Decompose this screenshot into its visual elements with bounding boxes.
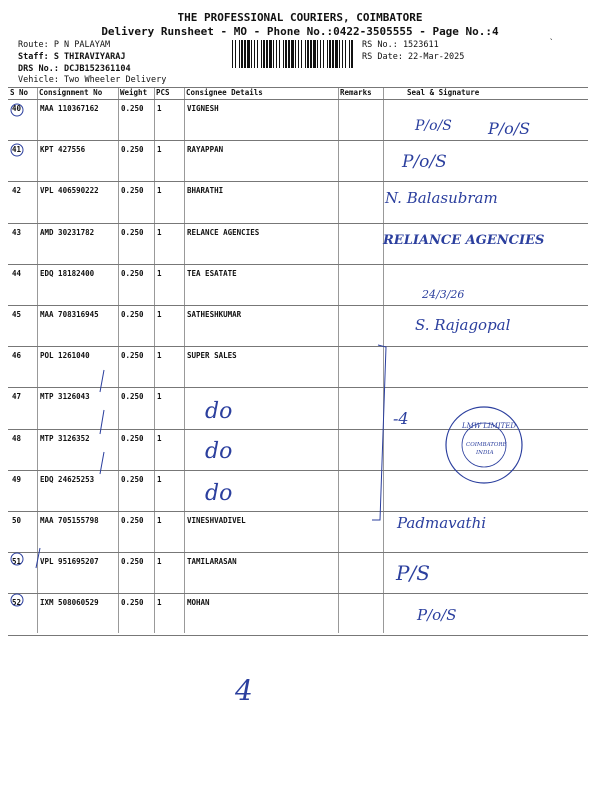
circle-mark-40 — [11, 104, 23, 116]
row-52-sno: 52 — [12, 598, 22, 608]
row-45-consignee: SATHESHKUMAR — [187, 310, 242, 319]
signature-45: S. Rajagopal — [415, 316, 511, 334]
signature-52: P/o/S — [417, 606, 457, 624]
row-41-wt: 0.250 — [121, 145, 144, 155]
col-remarks-header: Remarks — [340, 88, 372, 97]
col-pcs-header: PCS — [156, 88, 170, 97]
col-consignment-header: Consignment No — [39, 88, 103, 97]
row-52-pcs: 1 — [157, 598, 162, 608]
row-48-cn: MTP 3126352 — [40, 433, 90, 443]
row-40-wt: 0.250 — [121, 104, 144, 113]
circle-mark-41 — [11, 144, 23, 156]
signature-40: P/o/S — [415, 118, 452, 134]
row-42-sno: 42 — [12, 186, 22, 196]
seal-country: INDIA — [476, 450, 494, 456]
row-51-consignee: TAMILARASAN — [187, 557, 237, 567]
signature-40b: P/o/S — [488, 119, 531, 138]
row-47-pcs: 1 — [157, 392, 162, 402]
row-47-cn: MTP 3126043 — [40, 392, 90, 402]
row-41-pcs: 1 — [157, 145, 162, 155]
row-43-cn: AMD 30231782 — [40, 227, 95, 237]
circle-mark-51 — [11, 553, 23, 565]
rs-date: RS Date: 22-Mar-2025 — [362, 52, 465, 62]
ditto-49: do — [205, 481, 233, 506]
col-weight-header: Weight — [120, 88, 148, 97]
row-52-cn: IXM 508060529 — [40, 598, 99, 608]
row-50-wt: 0.250 — [121, 516, 144, 525]
signature-41: P/o/S — [402, 152, 447, 172]
footer-mark: 4 — [235, 674, 253, 707]
row-49-pcs: 1 — [157, 474, 162, 484]
row-41-consignee: RAYAPPAN — [187, 145, 224, 155]
row-48-sno: 48 — [12, 433, 22, 443]
col-consignee-header: Consignee Details — [186, 88, 263, 97]
row-44-sno: 44 — [12, 268, 22, 278]
row-45-cn: MAA 708316945 — [40, 310, 99, 319]
corner-mark: ` — [549, 38, 554, 47]
row-40-pcs: 1 — [157, 104, 162, 113]
signature-42: N. Balasubram — [385, 189, 498, 207]
row-42-cn: VPL 406590222 — [40, 186, 99, 196]
row-44-wt: 0.250 — [121, 268, 144, 278]
row-40-cn: MAA 110367162 — [40, 104, 99, 113]
row-49-wt: 0.250 — [121, 474, 144, 484]
row-46-wt: 0.250 — [121, 351, 144, 361]
row-42-consignee: BHARATHI — [187, 186, 224, 196]
row-46-sno: 46 — [12, 351, 22, 361]
ditto-48: do — [205, 439, 233, 464]
row-41-cn: KPT 427556 — [40, 145, 86, 155]
drs-label: DRS No.: DCJB152361104 — [18, 64, 131, 74]
row-49-cn: EDQ 24625253 — [40, 474, 95, 484]
row-47-wt: 0.250 — [121, 392, 144, 402]
remark-47: -4 — [393, 409, 409, 428]
row-50-consignee: VINESHVADIVEL — [187, 516, 246, 525]
row-46-cn: POL 1261040 — [40, 351, 90, 361]
row-51-wt: 0.250 — [121, 557, 144, 567]
signature-44: 24/3/26 — [422, 288, 465, 301]
col-sno-header: S No — [10, 88, 29, 97]
row-40-consignee: VIGNESH — [187, 104, 219, 113]
row-43-pcs: 1 — [157, 227, 162, 237]
row-42-pcs: 1 — [157, 186, 162, 196]
row-45-pcs: 1 — [157, 310, 162, 319]
row-43-wt: 0.250 — [121, 227, 144, 237]
row-41-sno: 41 — [12, 145, 22, 155]
row-45-sno: 45 — [12, 310, 22, 319]
ditto-47: do — [205, 399, 233, 424]
tick-marks — [36, 370, 104, 568]
row-48-wt: 0.250 — [121, 433, 144, 443]
row-52-consignee: MOHAN — [187, 598, 210, 608]
row-50-pcs: 1 — [157, 516, 162, 525]
runsheet-subtitle: Delivery Runsheet - MO - Phone No.:0422-3505555 - Page No.:4 — [101, 25, 499, 38]
row-44-cn: EDQ 18182400 — [40, 268, 95, 278]
col-signature-header: Seal & Signature — [407, 88, 480, 97]
bracket-mark — [372, 345, 386, 520]
company-title: THE PROFESSIONAL COURIERS, COIMBATORE — [177, 11, 423, 24]
circle-mark-52 — [11, 594, 23, 606]
row-44-pcs: 1 — [157, 268, 162, 278]
row-43-consignee: RELANCE AGENCIES — [187, 227, 260, 237]
row-51-sno: 51 — [12, 557, 22, 567]
row-47-sno: 47 — [12, 392, 22, 402]
signature-50: Padmavathi — [397, 514, 487, 532]
row-46-consignee: SUPER SALES — [187, 351, 237, 361]
row-49-sno: 49 — [12, 474, 22, 484]
row-45-wt: 0.250 — [121, 310, 144, 319]
signature-51: P/S — [396, 561, 430, 585]
row-52-wt: 0.250 — [121, 598, 144, 608]
seal-city: COIMBATORE — [466, 442, 507, 448]
staff-label: Staff: S THIRAVIYARAJ — [18, 52, 126, 62]
company-stamp-43: RELIANCE AGENCIES — [383, 233, 545, 248]
row-46-pcs: 1 — [157, 351, 162, 361]
row-42-wt: 0.250 — [121, 186, 144, 196]
row-43-sno: 43 — [12, 227, 22, 237]
row-48-pcs: 1 — [157, 433, 162, 443]
row-51-pcs: 1 — [157, 557, 162, 567]
route-label: Route: P N PALAYAM — [18, 40, 111, 50]
row-40-sno: 40 — [12, 104, 22, 113]
row-51-cn: VPL 951695207 — [40, 557, 99, 567]
row-50-cn: MAA 705155798 — [40, 516, 99, 525]
vehicle-label: Vehicle: Two Wheeler Delivery — [18, 75, 167, 85]
rs-number: RS No.: 1523611 — [362, 40, 439, 50]
row-44-consignee: TEA ESATATE — [187, 268, 237, 278]
seal-ring-text: LMW LIMITED — [462, 422, 516, 430]
row-50-sno: 50 — [12, 516, 22, 525]
